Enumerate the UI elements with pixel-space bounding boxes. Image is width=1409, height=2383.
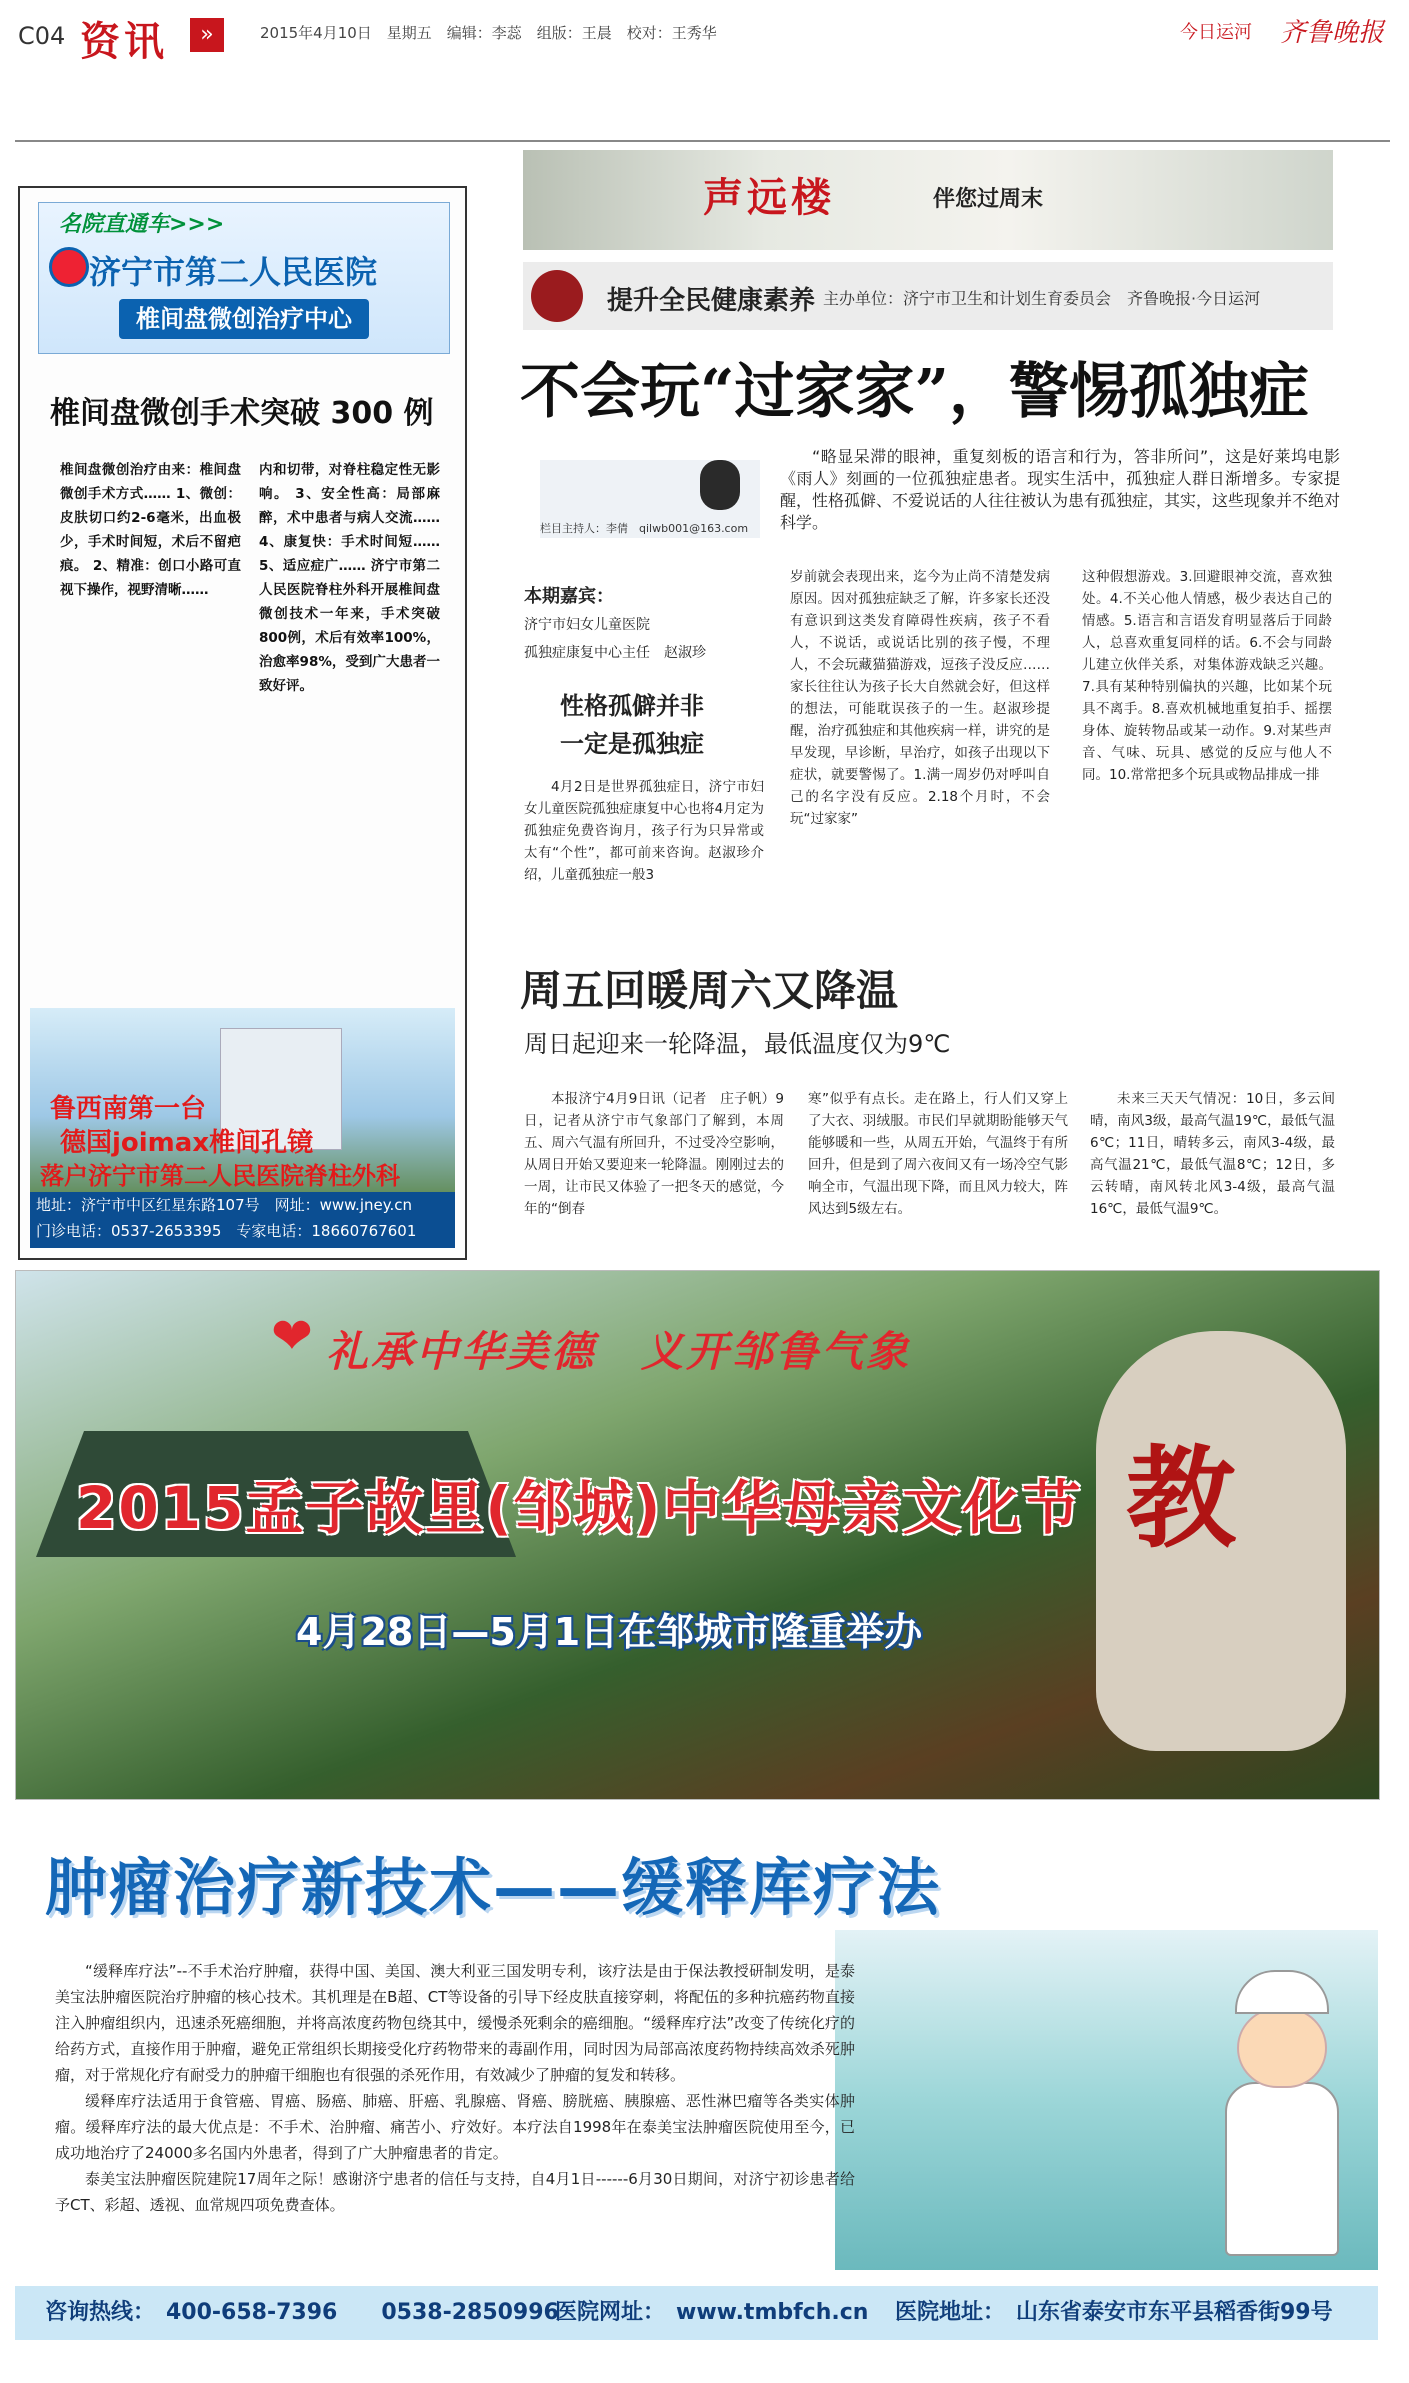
tumor-ad-footer: [15, 2286, 1378, 2340]
header-divider: [15, 140, 1390, 142]
column-banner: [523, 150, 1333, 250]
rock-inscription: 教: [1126, 1434, 1236, 1563]
hospital-name: 济宁市第二人民医院: [89, 253, 378, 291]
weather-column-3: 未来三天天气情况：10日，多云间晴，南风3级，最高气温19℃，最低气温6℃；11日，晴转多云，南风3-4级，最高气温21℃，最低气温8℃；12日，多云转晴，南风转北风3-4级，最高气温16℃，最低气温9℃。: [1090, 1091, 1335, 1217]
weather-column-2: 寒”似乎有点长。走在路上，行人们又穿上了大衣、羽绒服。市民们早就期盼能够天气能够暖和一些，从周五开始，气温终于有所回升，但是到了周六夜间又有一场冷空气影响全市，气温出现下降，而且风力较大，阵风达到5级左右。: [808, 1091, 1068, 1217]
hospital-website: 医院网址： www.tmbfch.cn: [555, 2300, 869, 2325]
ad-slogan: 名院直通车>>>: [59, 212, 225, 237]
hospital-ad: [18, 186, 467, 1260]
promo-line-3: 落户济宁市第二人民医院脊柱外科: [40, 1162, 400, 1190]
festival-title: 2015孟子故里(邹城)中华母亲文化节: [76, 1474, 1083, 1542]
banner-title: 声远楼: [703, 174, 835, 221]
hospital-logo-icon: [49, 247, 89, 287]
subhead-2: 一定是孤独症: [560, 730, 704, 758]
promo-line-2: 德国joimax椎间孔镜: [60, 1128, 314, 1158]
health-emblem-icon: [531, 270, 583, 322]
ad-column-1: 椎间盘微创治疗由来：椎间盘微创手术方式…… 1、微创：皮肤切口约2-6毫米，出血极少，手术时间短，术后不留疤痕。 2、精准：创口小路可直视下操作，视野清晰……: [60, 462, 241, 598]
weather-subhead: 周日起迎来一轮降温，最低温度仅为9℃: [524, 1030, 951, 1058]
tumor-paragraph-1: “缓释库疗法”--不手术治疗肿瘤，获得中国、美国、澳大利亚三国发明专利，该疗法是由于保法教授研制发明，是泰美宝法肿瘤医院治疗肿瘤的核心技术。其机理是在B超、CT等设备的引导下经皮肤直接穿刺，将配伍的多种抗癌药物直接注入肿瘤组织内，迅速杀死癌细胞，并将高浓度药物包绕其中，缓慢杀死剩余的癌细胞。“缓释库疗法”改变了传统化疗的给药方式，直接作用于肿瘤，避免正常组织长期接受化疗药物带来的毒副作用，同时因为局部高浓度药物持续高效杀死肿瘤，对于常规化疗有耐受力的肿瘤干细胞也有很强的杀死作用，有效减少了肿瘤的复发和转移。: [55, 1962, 855, 2084]
article-column-3: 这种假想游戏。3.回避眼神交流，喜欢独处。4.不关心他人情感，极少表达自己的情感。5.语言和言语发育明显落后于同龄人，总喜欢重复同样的话。6.不会与同龄儿建立伙伴关系，对集体游戏缺乏兴趣。7.具有某种特别偏执的兴趣，比如某个玩具不离手。8.喜欢机械地重复拍手、摇摆身体、旋转物品或某一动作。9.对某些声音、气味、玩具、感觉的反应与他人不同。10.常常把多个玩具或物品排成一排: [1082, 569, 1332, 783]
weather-headline: 周五回暖周六又降温: [520, 966, 899, 1015]
guest-org: 济宁市妇女儿童医院: [524, 617, 650, 633]
culture-festival-ad: [15, 1270, 1380, 1800]
health-column-bar: [523, 262, 1333, 330]
column-label: 今日运河: [1180, 22, 1252, 43]
host-box: [540, 460, 760, 538]
doctor-cartoon: [1215, 1970, 1345, 2270]
article-intro: “略显呆滞的眼神，重复刻板的语言和行为，答非所问”，这是好莱坞电影《雨人》刻画的一位孤独症患者。现实生活中，孤独症人群日渐增多。专家提醒，性格孤僻、不爱说话的人往往被认为患有孤独症，其实，这些现象并不绝对科学。: [780, 447, 1341, 532]
tumor-ad-body: [55, 1958, 855, 2218]
tumor-hospital-ad: [15, 1810, 1378, 2340]
promo-line-1: 鲁西南第一台: [50, 1094, 207, 1124]
hospital-phone: 门诊电话：0537-2653395 专家电话：18660767601: [36, 1222, 417, 1240]
issue-meta: 2015年4月10日 星期五 编辑：李蕊 组版：王晨 校对：王秀华: [260, 24, 717, 42]
section-title: 资讯: [80, 18, 168, 65]
contact-bar: [30, 1192, 455, 1248]
guest-title: 孤独症康复中心主任 赵淑珍: [524, 645, 706, 661]
hotline: 咨询热线： 400-658-7396 0538-2850996: [45, 2300, 559, 2325]
festival-slogan: 礼承中华美德 义开邹鲁气象: [326, 1327, 912, 1376]
banner-subtitle: 伴您过周末: [933, 187, 1044, 212]
newspaper-brand: 齐鲁晚报: [1280, 18, 1385, 48]
ad-header: [38, 202, 450, 354]
guest-label: 本期嘉宾：: [524, 586, 614, 607]
heart-icon: ❤: [271, 1307, 313, 1365]
sponsor-line: 主办单位：济宁市卫生和计划生育委员会 齐鲁晚报·今日运河: [823, 289, 1261, 308]
weather-column-1: 本报济宁4月9日讯（记者 庄子帆）9日，记者从济宁市气象部门了解到，本周五、周六气温有所回升，不过受冷空影响，从周日开始又要迎来一轮降温。刚刚过去的一周，让市民又体验了一把冬天的感觉，今年的“倒春: [524, 1091, 784, 1217]
tumor-hospital-address: 医院地址： 山东省泰安市东平县稻香街99号: [895, 2300, 1333, 2325]
article-column-1: 4月2日是世界孤独症日，济宁市妇女儿童医院孤独症康复中心也将4月定为孤独症免费咨询月，孩子行为只异常或太有“个性”，都可前来咨询。赵淑珍介绍，儿童孤独症一般3: [524, 779, 764, 883]
hospital-photo: [30, 1008, 455, 1248]
column-title: 提升全民健康素养: [607, 286, 816, 316]
page-number: C04: [18, 22, 66, 50]
ad-column-2: 内和切带，对脊柱稳定性无影响。 3、安全性高：局部麻醉，术中患者与病人交流…… 4、康复快：手术时间短…… 5、适应症广…… 济宁市第二人民医院脊柱外科开展椎间盘微创技术一年来，手术突破800例，术后有效率100%，治愈率98%，受到广大患者一致好评。: [259, 462, 440, 694]
center-name: 椎间盘微创治疗中心: [119, 299, 369, 339]
subhead-1: 性格孤僻并非: [560, 692, 704, 720]
ad-body: [60, 458, 440, 1058]
article-column-2: 岁前就会表现出来，迄今为止尚不清楚发病原因。因对孤独症缺乏了解，许多家长还没有意识到这类发育障碍性疾病，孩子不看人，不说话，或说话比别的孩子慢，不理人，不会玩藏猫猫游戏，逗孩子没反应……家长往往认为孩子长大自然就会好，但这样的想法，可能耽误孩子的一生。赵淑珍提醒，治疗孤独症和其他疾病一样，讲究的是早发现，早诊断，早治疗，如孩子出现以下症状，就要警惕了。1.满一周岁仍对呼叫自己的名字没有反应。2.18个月时，不会玩“过家家”: [790, 569, 1050, 827]
article-headline: 不会玩“过家家”，警惕孤独症: [520, 357, 1310, 427]
festival-date: 4月28日—5月1日在邹城市隆重举办: [296, 1610, 923, 1654]
page-header: [0, 0, 1409, 70]
ad-headline: 椎间盘微创手术突破 300 例: [50, 396, 434, 431]
host-caption: 栏目主持人：李倩 qilwb001@163.com: [540, 522, 749, 535]
chevron-right-icon: »: [190, 18, 224, 52]
host-photo: [700, 460, 740, 510]
doctor-coat: [1225, 2082, 1339, 2256]
doctor-face: [1237, 2008, 1327, 2088]
doctor-hat: [1235, 1970, 1329, 2014]
tumor-paragraph-3: 泰美宝法肿瘤医院建院17周年之际！感谢济宁患者的信任与支持，自4月1日------6月30日期间，对济宁初诊患者给予CT、彩超、透视、血常规四项免费查体。: [55, 2170, 855, 2214]
hospital-address: 地址：济宁市中区红星东路107号 网址：www.jney.cn: [36, 1196, 412, 1214]
tumor-ad-title: 肿瘤治疗新技术——缓释库疗法: [45, 1851, 942, 1924]
tumor-paragraph-2: 缓释库疗法适用于食管癌、胃癌、肠癌、肺癌、肝癌、乳腺癌、肾癌、膀胱癌、胰腺癌、恶性淋巴瘤等各类实体肿瘤。缓释库疗法的最大优点是：不手术、治肿瘤、痛苦小、疗效好。本疗法自1998年在泰美宝法肿瘤医院使用至今，已成功地治疗了24000多名国内外患者，得到了广大肿瘤患者的肯定。: [55, 2092, 855, 2162]
